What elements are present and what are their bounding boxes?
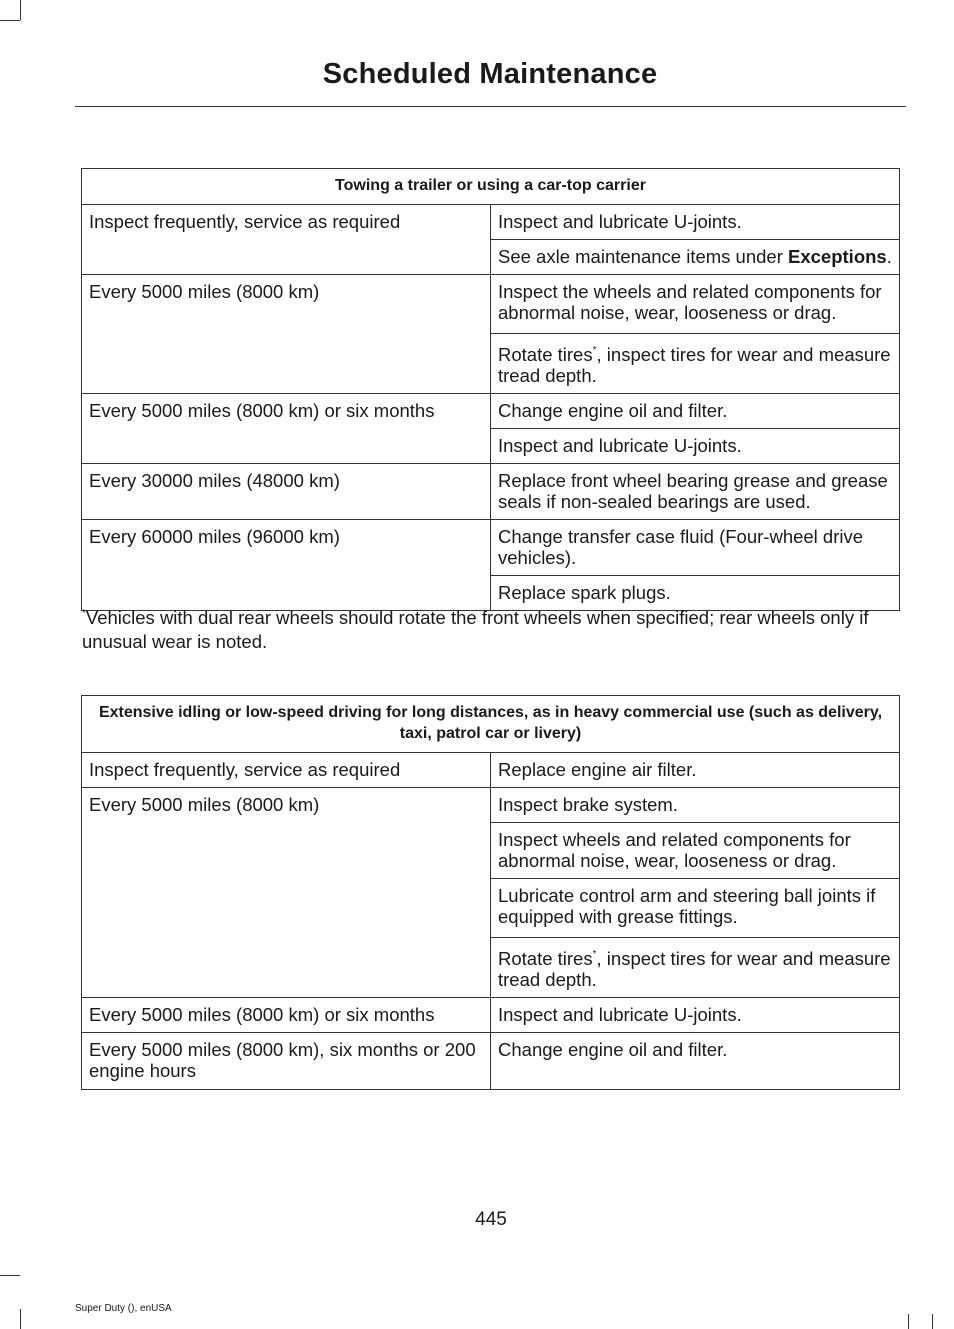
action-cell: Rotate tires*, inspect tires for wear and measure tread depth. bbox=[491, 938, 900, 998]
table-row bbox=[82, 753, 900, 788]
crop-mark bbox=[20, 1309, 21, 1329]
towing-table bbox=[81, 168, 900, 611]
table-row bbox=[82, 464, 900, 520]
interval-cell: Every 30000 miles (48000 km) bbox=[82, 464, 491, 520]
table-row bbox=[82, 998, 900, 1033]
action-cell: Inspect brake system. bbox=[491, 788, 900, 823]
page-number: 445 bbox=[475, 1209, 507, 1230]
crop-mark bbox=[932, 1314, 933, 1329]
action-cell: Replace front wheel bearing grease and grease seals if non-sealed bearings are used. bbox=[491, 464, 900, 520]
interval-cell: Inspect frequently, service as required bbox=[82, 205, 491, 275]
action-cell: Inspect and lubricate U-joints. bbox=[491, 998, 900, 1033]
action-cell: Change engine oil and filter. bbox=[491, 394, 900, 429]
action-cell: Replace spark plugs. bbox=[491, 576, 900, 611]
table-row bbox=[82, 394, 900, 429]
action-cell: Replace engine air filter. bbox=[491, 753, 900, 788]
action-cell: Inspect the wheels and related components for abnormal noise, wear, looseness or drag. bbox=[491, 275, 900, 334]
interval-cell: Every 5000 miles (8000 km), six months or 200 engine hours bbox=[82, 1033, 491, 1090]
footnote: *Vehicles with dual rear wheels should rotate the front wheels when specified; rear wheels only if unusual wear is noted. bbox=[82, 607, 869, 652]
crop-mark bbox=[20, 0, 21, 20]
table-row bbox=[82, 520, 900, 576]
table-header-row bbox=[82, 169, 900, 205]
exceptions-reference: Exceptions bbox=[788, 246, 887, 267]
table-row bbox=[82, 788, 900, 823]
footnote-marker: * bbox=[592, 949, 597, 960]
table-row bbox=[82, 275, 900, 334]
interval-cell: Every 5000 miles (8000 km) or six months bbox=[82, 394, 491, 464]
interval-cell: Every 5000 miles (8000 km) or six months bbox=[82, 998, 491, 1033]
idling-table bbox=[81, 695, 900, 1090]
action-cell: See axle maintenance items under Exceptions. bbox=[491, 240, 900, 275]
crop-mark bbox=[0, 1275, 20, 1276]
table-row bbox=[82, 205, 900, 240]
action-cell: Change transfer case fluid (Four-wheel drive vehicles). bbox=[491, 520, 900, 576]
footnote-marker: * bbox=[592, 345, 597, 356]
table-heading: Towing a trailer or using a car-top carrier bbox=[82, 169, 900, 205]
table-row bbox=[82, 1033, 900, 1090]
table-heading: Extensive idling or low-speed driving for long distances, as in heavy commercial use (such as delivery, taxi, patrol car or livery) bbox=[82, 696, 900, 753]
crop-mark bbox=[908, 1314, 909, 1329]
action-cell: Rotate tires*, inspect tires for wear and measure tread depth. bbox=[491, 334, 900, 394]
footnote-marker: * bbox=[82, 608, 86, 619]
action-cell: Lubricate control arm and steering ball joints if equipped with grease fittings. bbox=[491, 879, 900, 938]
footer-text: Super Duty (), enUSA bbox=[75, 1303, 172, 1314]
interval-cell: Every 5000 miles (8000 km) bbox=[82, 788, 491, 998]
crop-mark bbox=[0, 20, 20, 21]
table-header-row bbox=[82, 696, 900, 753]
interval-cell: Every 60000 miles (96000 km) bbox=[82, 520, 491, 611]
interval-cell: Every 5000 miles (8000 km) bbox=[82, 275, 491, 394]
action-cell: Inspect and lubricate U-joints. bbox=[491, 429, 900, 464]
interval-cell: Inspect frequently, service as required bbox=[82, 753, 491, 788]
action-cell: Inspect wheels and related components for abnormal noise, wear, looseness or drag. bbox=[491, 823, 900, 879]
action-cell: Change engine oil and filter. bbox=[491, 1033, 900, 1090]
title-divider bbox=[75, 106, 906, 107]
page-title: Scheduled Maintenance bbox=[322, 58, 658, 90]
action-cell: Inspect and lubricate U-joints. bbox=[491, 205, 900, 240]
